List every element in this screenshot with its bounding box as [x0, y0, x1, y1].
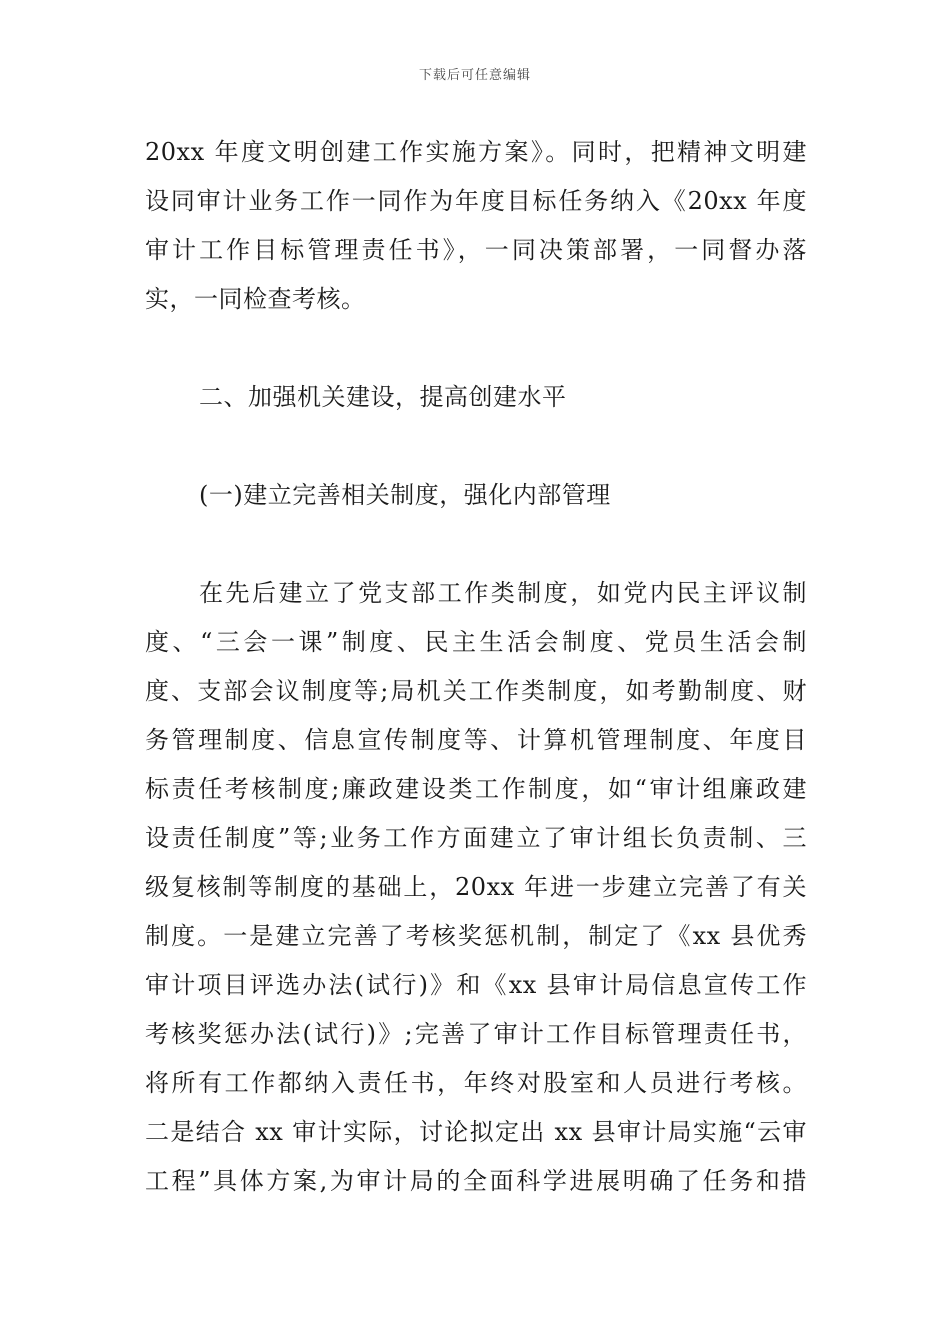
paragraph-line: 考核奖惩办法(试行)》;完善了审计工作目标管理责任书，	[145, 1020, 807, 1048]
spacer	[145, 324, 807, 373]
document-body	[145, 128, 807, 1206]
page-header: 下载后可任意编辑	[418, 68, 531, 83]
paragraph-line: 二是结合 xx 审计实际，讨论拟定出 xx 县审计局实施“云审	[145, 1118, 807, 1146]
paragraph-line: 将所有工作都纳入责任书，年终对股室和人员进行考核。	[145, 1069, 807, 1097]
sub-heading: (一)建立完善相关制度，强化内部管理	[199, 481, 611, 509]
paragraph-line: 20xx 年度文明创建工作实施方案》。同时，把精神文明建	[145, 138, 807, 166]
paragraph-1	[145, 128, 807, 324]
paragraph-line: 审计工作目标管理责任书》，一同决策部署，一同督办落	[145, 236, 807, 264]
paragraph-line: 设责任制度”等;业务工作方面建立了审计组长负责制、三	[145, 824, 807, 852]
paragraph-line: 度、“三会一课”制度、民主生活会制度、党员生活会制	[145, 628, 807, 656]
paragraph-line: 制度。一是建立完善了考核奖惩机制，制定了《xx 县优秀	[145, 922, 807, 950]
paragraph-line: 工程”具体方案,为审计局的全面科学进展明确了任务和措	[145, 1167, 807, 1195]
paragraph-line: 标责任考核制度;廉政建设类工作制度，如“审计组廉政建	[145, 775, 807, 803]
paragraph-2	[145, 569, 807, 1206]
paragraph-line: 务管理制度、信息宣传制度等、计算机管理制度、年度目	[145, 726, 807, 754]
paragraph-line: 设同审计业务工作一同作为年度目标任务纳入《20xx 年度	[145, 187, 807, 215]
paragraph-line: 级复核制等制度的基础上，20xx 年进一步建立完善了有关	[145, 873, 807, 901]
paragraph-line: 度、支部会议制度等;局机关工作类制度，如考勤制度、财	[145, 677, 807, 705]
spacer	[145, 520, 807, 569]
section-heading: 二、加强机关建设，提高创建水平	[199, 383, 567, 411]
spacer	[145, 422, 807, 471]
paragraph-line: 审计项目评选办法(试行)》和《xx 县审计局信息宣传工作	[145, 971, 807, 999]
paragraph-line: 实，一同检查考核。	[145, 285, 366, 313]
paragraph-line: 在先后建立了党支部工作类制度，如党内民主评议制	[199, 579, 807, 607]
